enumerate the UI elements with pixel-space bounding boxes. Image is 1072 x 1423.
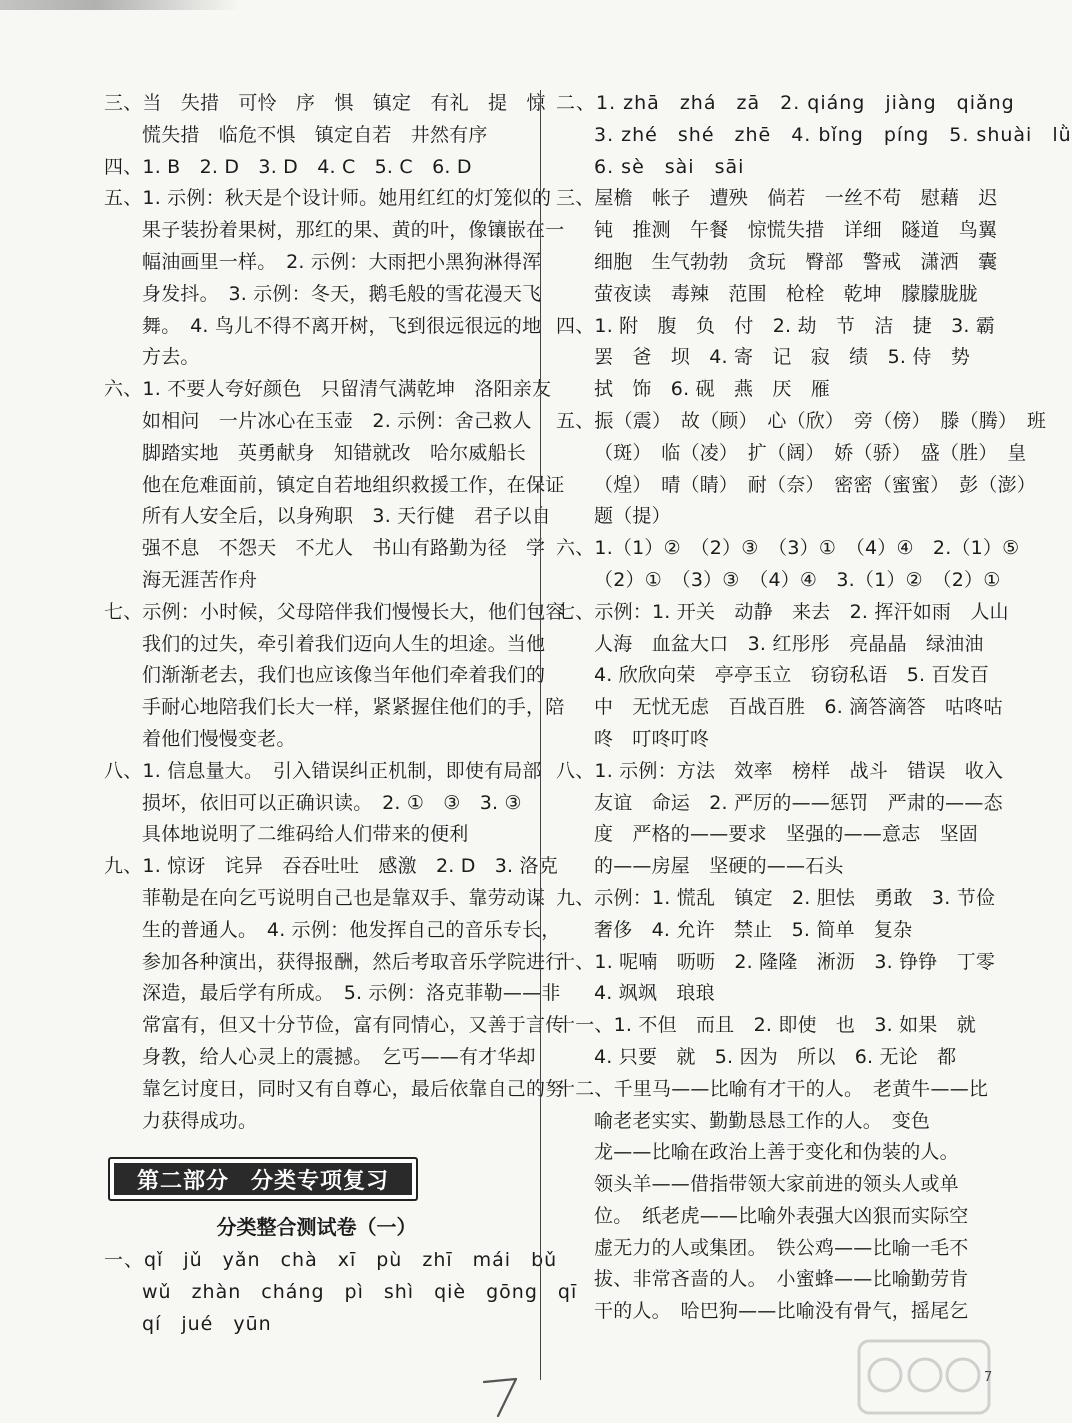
- answer-line: 九、示例：1. 慌乱 镇定 2. 胆怯 勇敢 3. 节俭: [556, 886, 996, 909]
- pinyin-answer-lines: [104, 1245, 578, 1340]
- answer-line: 钝 推测 午餐 惊慌失措 详细 隧道 鸟翼: [594, 219, 998, 242]
- answer-line: 4. 只要 就 5. 因为 所以 6. 无论 都: [594, 1045, 957, 1068]
- answer-line: 四、1. 附 腹 负 付 2. 劫 节 洁 捷 3. 霸: [556, 314, 996, 337]
- answer-line: 十二、千里马——比喻有才干的人。 老黄牛——比: [556, 1077, 989, 1100]
- answer-line: 九、1. 惊讶 诧异 吞吞吐吐 感激 2. D 3. 洛克: [104, 855, 558, 878]
- answer-line: （斑） 临（凌） 扩（阔） 娇（骄） 盛（胜） 皇: [594, 441, 1027, 464]
- answer-line: 细胞 生气勃勃 贪玩 臀部 警戒 潇洒 囊: [594, 250, 998, 273]
- watermark-logo: [855, 1335, 995, 1420]
- answer-line: 海无涯苦作舟: [142, 568, 258, 591]
- answer-line: 位。 纸老虎——比喻外表强大凶狠而实际空: [594, 1204, 969, 1227]
- answer-line: 领头羊——借指带领大家前进的领头人或单: [594, 1173, 959, 1196]
- answer-line: 三、当 失措 可怜 序 惧 镇定 有礼 提 惊: [104, 92, 546, 114]
- page-number: 7: [984, 1370, 993, 1385]
- answer-line: 强不息 不怨天 不尤人 书山有路勤为径 学: [142, 537, 546, 560]
- answer-line: 4. 欣欣向荣 亭亭玉立 窃窃私语 5. 百发百: [594, 664, 990, 687]
- answer-line: 6. sè sài sāi: [594, 155, 745, 178]
- answer-line: 中 无忧无虑 百战百胜 6. 滴答滴答 咕咚咕: [594, 696, 1003, 719]
- answer-line: 七、示例：小时候，父母陪伴我们慢慢长大，他们包容: [104, 600, 565, 623]
- answer-line: 罢 爸 坝 4. 寄 记 寂 绩 5. 侍 势: [594, 346, 970, 369]
- section-banner: [108, 1157, 418, 1201]
- answer-line: 龙——比喻在政治上善于变化和伪装的人。: [594, 1141, 959, 1164]
- answer-line: 六、1.（1）② （2）③ （3）① （4）④ 2.（1）⑤: [556, 537, 1020, 560]
- answer-line: 幅油画里一样。 2. 示例：大雨把小黑狗淋得浑: [142, 250, 542, 273]
- answer-line: 题（提）: [594, 505, 671, 528]
- answer-line: 慌失措 临危不惧 镇定自若 井然有序: [142, 123, 488, 146]
- answer-line: 手耐心地陪我们长大一样，紧紧握住他们的手，陪: [142, 696, 565, 719]
- answer-line: 方去。: [142, 346, 200, 369]
- answer-line: 身发抖。 3. 示例：冬天，鹅毛般的雪花漫天飞: [142, 282, 542, 305]
- answer-line: 损坏，依旧可以正确识读。 2. ① ③ 3. ③: [142, 791, 522, 814]
- answer-line: 力获得成功。: [142, 1109, 258, 1132]
- answer-line: （煌） 晴（睛） 耐（奈） 密密（蜜蜜） 彭（澎）: [594, 473, 1037, 496]
- answer-line: 如相问 一片冰心在玉壶 2. 示例：舍己救人: [142, 409, 532, 432]
- handwritten-page-mark: [472, 1370, 532, 1420]
- scan-edge-smudge: [0, 0, 240, 10]
- answer-line: （2）① （3）③ （4）④ 3.（1）② （2）①: [594, 568, 1001, 591]
- answer-line: 一、qǐ jǔ yǎn chà xī pù zhī mái bǔ: [104, 1249, 558, 1272]
- left-column: [104, 88, 578, 1341]
- answer-line: 友谊 命运 2. 严厉的——惩罚 严肃的——态: [594, 791, 1003, 814]
- answer-line: 拔、非常吝啬的人。 小蜜蜂——比喻勤劳肯: [594, 1268, 969, 1291]
- answer-line: 他在危难面前，镇定自若地组织救援工作，在保证: [142, 473, 565, 496]
- answer-line: 咚 叮咚叮咚: [594, 727, 710, 750]
- answer-line: 生的普通人。 4. 示例：他发挥自己的音乐专长，: [142, 918, 561, 941]
- answer-line: 七、示例：1. 开关 动静 来去 2. 挥汗如雨 人山: [556, 600, 1009, 623]
- answer-line: 常富有，但又十分节俭，富有同情心，又善于言传: [142, 1014, 565, 1037]
- answer-line: 三、屋檐 帐子 遭殃 倘若 一丝不苟 慰藉 迟: [556, 187, 998, 210]
- answer-line: 奢侈 4. 允许 禁止 5. 简单 复杂: [594, 918, 913, 941]
- banner-text: [114, 1163, 412, 1195]
- answer-line: 的——房屋 坚硬的——石头: [594, 855, 844, 878]
- answer-line: 人海 血盆大口 3. 红彤彤 亮晶晶 绿油油: [594, 632, 984, 655]
- answer-line: 拭 饰 6. 砚 燕 厌 雁: [594, 378, 830, 401]
- answer-line: 十、1. 呢喃 呖呖 2. 隆隆 淅沥 3. 铮铮 丁零: [556, 950, 996, 973]
- answer-line: 八、1. 信息量大。 引入错误纠正机制，即使有局部: [104, 759, 542, 782]
- right-column: [556, 88, 1072, 1328]
- answer-line: 五、振（震） 故（顾） 心（欣） 旁（傍） 滕（腾） 班: [556, 409, 1047, 432]
- answer-line: 参加各种演出，获得报酬，然后考取音乐学院进行: [142, 950, 565, 973]
- answer-line: 着他们慢慢变老。: [142, 727, 296, 750]
- answer-line: 靠乞讨度日，同时又有自尊心，最后依靠自己的努: [142, 1077, 565, 1100]
- answer-line: 深造，最后学有所成。 5. 示例：洛克菲勒——非: [142, 982, 561, 1005]
- answer-line: 身教，给人心灵上的震撼。 乞丐——有才华却: [142, 1045, 536, 1068]
- answer-line: 虚无力的人或集团。 铁公鸡——比喻一毛不: [594, 1236, 969, 1259]
- answer-line: 舞。 4. 鸟儿不得不离开树，飞到很远很远的地: [142, 314, 542, 337]
- answer-line: 四、1. B 2. D 3. D 4. C 5. C 6. D: [104, 155, 472, 178]
- right-answer-lines: [556, 88, 1072, 1328]
- answer-line: 五、1. 示例：秋天是个设计师。她用红红的灯笼似的: [104, 187, 552, 210]
- banner-part: 第二部分: [136, 1168, 229, 1194]
- answer-line: 喻老老实实、勤勤恳恳工作的人。 变色: [594, 1109, 931, 1132]
- answer-line: 萤夜读 毒辣 范围 枪栓 乾坤 朦朦胧胧: [594, 282, 979, 305]
- answer-line: 干的人。 哈巴狗——比喻没有骨气，摇尾乞: [594, 1300, 969, 1323]
- answer-line: 具体地说明了二维码给人们带来的便利: [142, 823, 469, 846]
- answer-line: 脚踏实地 英勇献身 知错就改 哈尔威船长: [142, 441, 527, 464]
- answer-line: 六、1. 不要人夸好颜色 只留清气满乾坤 洛阳亲友: [104, 378, 552, 401]
- answer-line: 度 严格的——要求 坚强的——意志 坚固: [594, 823, 979, 846]
- left-answer-lines: [104, 88, 565, 1137]
- column-divider: [540, 90, 541, 1380]
- answer-line: 3. zhé shé zhē 4. bǐng píng 5. shuài lǜ: [594, 123, 1072, 146]
- banner-title: 分类专项复习: [251, 1168, 390, 1194]
- answer-line: 十一、1. 不但 而且 2. 即使 也 3. 如果 就: [556, 1014, 976, 1037]
- answer-line: wǔ zhàn cháng pì shì qiè gōng qī: [142, 1281, 578, 1304]
- answer-line: qí jué yūn: [142, 1312, 272, 1335]
- answer-line: 们渐渐老去，我们也应该像当年他们牵着我们的: [142, 664, 546, 687]
- answer-line: 菲勒是在向乞丐说明自己也是靠双手、靠劳动谋: [142, 886, 546, 909]
- answer-line: 我们的过失，牵引着我们迈向人生的坦途。当他: [142, 632, 546, 655]
- answer-line: 4. 飒飒 琅琅: [594, 982, 715, 1005]
- test-title: 分类整合测试卷（一）: [216, 1215, 417, 1240]
- answer-line: 果子装扮着果树，那红的果、黄的叶，像镶嵌在一: [142, 219, 565, 242]
- answer-line: 二、1. zhā zhá zā 2. qiáng jiàng qiǎng: [556, 92, 1015, 114]
- answer-line: 八、1. 示例：方法 效率 榜样 战斗 错误 收入: [556, 759, 1004, 782]
- answer-line: 所有人安全后，以身殉职 3. 天行健 君子以自: [142, 505, 551, 528]
